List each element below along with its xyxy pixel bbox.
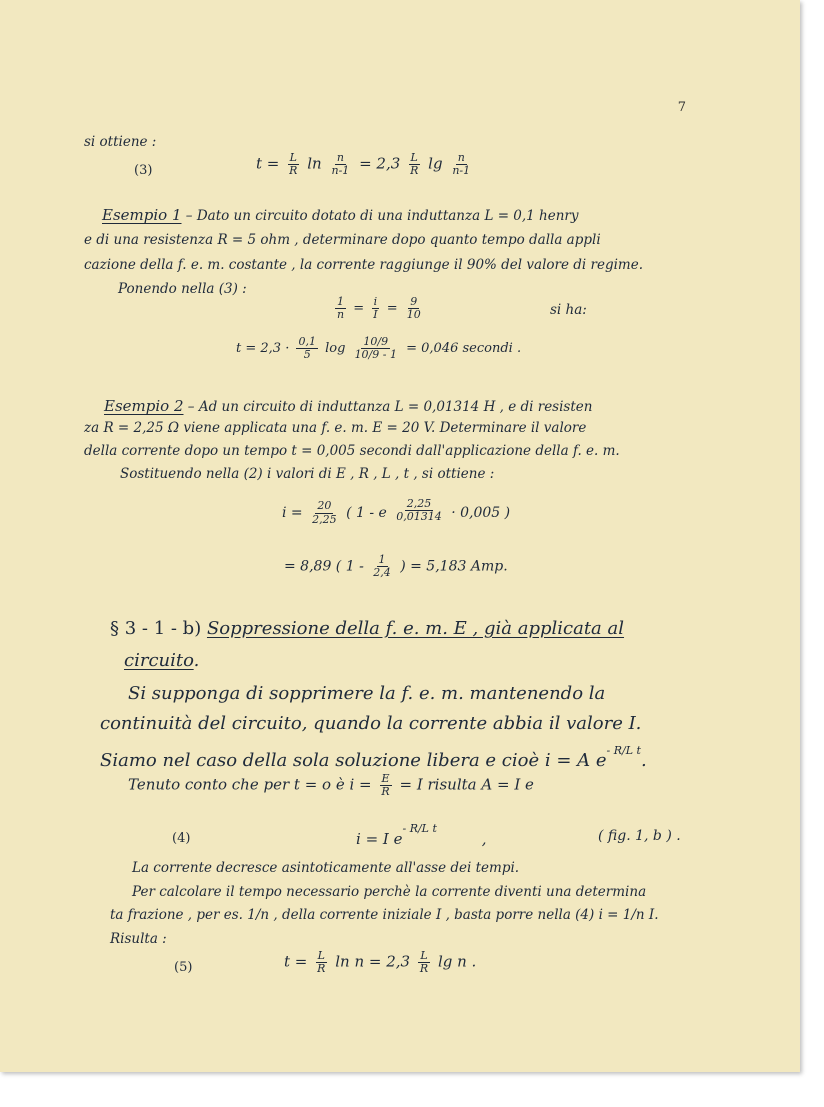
section-heading-line1: § 3 - 1 - b) Soppressione della f. e. m. E , già applicata al: [110, 618, 625, 639]
intro-text: si ottiene :: [84, 134, 157, 150]
ex1-fractions: $\frac{1}{n}$ = $\frac{i}{I}$ = $\frac{9}{10}$: [337, 295, 421, 322]
ex1-line1: Esempio 1 – Dato un circuito dotato di una induttanza L = 0,1 henry: [102, 206, 579, 224]
ex1-result-eq: t = 2,3 · $\frac{0,1}{5}$ log $\frac{10/9}{10/9 - 1}$ = 0,046 secondi .: [236, 335, 522, 362]
ex2-line3: della corrente dopo un tempo t = 0,005 secondi dall'applicazione della f. e. m.: [84, 443, 620, 459]
section-p7: ta frazione , per es. 1/n , della corrente iniziale I , basta porre nella (4) i = 1/n I.: [110, 907, 659, 923]
section-p1: Si supponga di sopprimere la f. e. m. mantenendo la: [128, 683, 606, 704]
eq4-label: (4): [172, 831, 191, 846]
ex2-eq-result: = 8,89 ( 1 - $\frac{1}{2,4}$ ) = 5,183 Amp.: [284, 553, 508, 580]
eq5-label: (5): [174, 960, 193, 975]
ex2-line2: za R = 2,25 Ω viene applicata una f. e. m. E = 20 V. Determinare il valore: [84, 420, 587, 436]
equation-3: t = $\frac{L}{R}$ ln $\frac{n}{n-1}$ = 2,3 $\frac{L}{R}$ lg $\frac{n}{n-1}$: [256, 151, 471, 178]
ex2-line1: Esempio 2 – Ad un circuito di induttanza L = 0,01314 H , e di resisten: [104, 397, 593, 415]
ex2-line4: Sostituendo nella (2) i valori di E , R , L , t , si ottiene :: [120, 466, 495, 482]
section-p2: continuità del circuito, quando la corrente abbia il valore I.: [100, 713, 642, 734]
section-p8: Risulta :: [110, 931, 167, 947]
section-p3: Siamo nel caso della sola soluzione libera e cioè i = A $e^{- R/L t}$.: [100, 744, 647, 771]
fig-reference: ( fig. 1, b ) .: [598, 828, 681, 844]
ex1-line2: e di una resistenza R = 5 ohm , determinare dopo quanto tempo dalla appli: [84, 232, 601, 248]
ex1-line4: Ponendo nella (3) :: [118, 281, 247, 297]
ex2-title: Esempio 2: [104, 397, 184, 415]
page-number: 7: [677, 100, 686, 115]
equation-5: t = $\frac{L}{R}$ ln n = 2,3 $\frac{L}{R}$ lg n .: [284, 949, 477, 976]
ex1-si-ha: si ha:: [550, 302, 587, 318]
section-p5: La corrente decresce asintoticamente all'asse dei tempi.: [132, 860, 520, 876]
ex1-line3: cazione della f. e. m. costante , la corrente raggiunge il 90% del valore di regime.: [84, 257, 643, 273]
ex2-eq-i: i = $\frac{20}{2,25}$ ( 1 - e $\frac{2,25}{0,01314}$ · 0,005 ): [282, 497, 511, 526]
section-heading-line2: circuito.: [124, 650, 200, 671]
section-p4: Tenuto conto che per t = o è i = $\frac{E}{R}$ = I risulta A = I e: [128, 772, 534, 799]
ex1-title: Esempio 1: [102, 206, 182, 224]
eq3-label: (3): [134, 163, 153, 178]
section-p6: Per calcolare il tempo necessario perchè la corrente diventi una determina: [132, 884, 647, 900]
equation-4: i = I $e^{- R/L t}$ ,: [356, 822, 487, 848]
